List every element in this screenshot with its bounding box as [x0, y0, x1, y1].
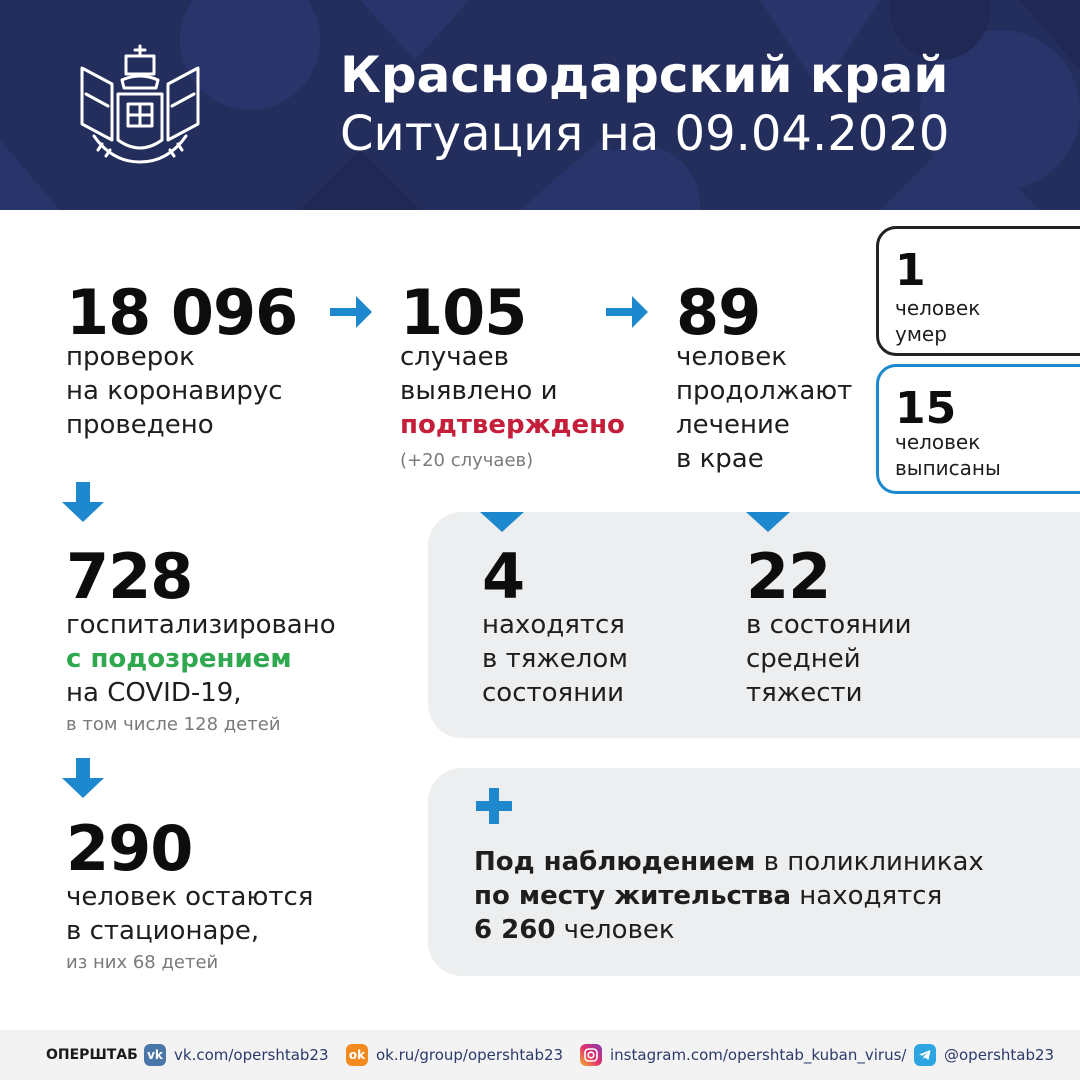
arrow-down-icon: [62, 482, 104, 522]
inpatient-label-1: человек остаются: [66, 882, 314, 912]
footer-label-wrap: [46, 1030, 138, 1080]
discharged-card: [876, 364, 1080, 494]
arrow-right-icon: [330, 294, 372, 330]
footer-link-text: @opershtab23: [944, 1046, 1055, 1064]
hospitalized-note: в том числе 128 детей: [66, 714, 281, 735]
observation-line-1: [474, 845, 984, 879]
died-label-1: человек: [895, 296, 981, 320]
severe-label-3: состоянии: [482, 678, 624, 708]
inpatient-note: из них 68 детей: [66, 952, 219, 973]
cases-note: (+20 случаев): [400, 450, 534, 471]
died-count: 1: [895, 245, 926, 296]
footer-link-text: vk.com/opershtab23: [174, 1046, 329, 1064]
footer-link-ok[interactable]: [346, 1030, 563, 1080]
footer: [0, 1030, 1080, 1080]
observation-text-2: находятся: [791, 881, 943, 911]
inpatient-count: 290: [66, 812, 193, 885]
died-card: [876, 226, 1080, 356]
footer-label: ОПЕРШТАБ: [46, 1047, 138, 1063]
severe-label-1: находятся: [482, 610, 625, 640]
tests-label-1: проверок: [66, 342, 195, 372]
observation-line-3: [474, 913, 675, 947]
footer-link-text: ok.ru/group/opershtab23: [376, 1046, 564, 1064]
treatment-count: 89: [676, 276, 761, 349]
arrow-right-icon: [606, 294, 648, 330]
observation-bold-2: по месту жительства: [474, 881, 792, 911]
severe-label-2: в тяжелом: [482, 644, 628, 674]
observation-line-2: [474, 879, 942, 913]
arrow-down-icon: [62, 758, 104, 798]
severe-count: 4: [482, 540, 525, 613]
cases-count: 105: [400, 276, 527, 349]
observation-count: 6 260: [474, 915, 556, 945]
cases-label-confirmed: подтверждено: [400, 410, 625, 440]
observation-text-1: в поликлиниках: [755, 847, 984, 877]
footer-link-instagram[interactable]: [580, 1030, 906, 1080]
hospitalized-label-1: госпитализировано: [66, 610, 336, 640]
discharged-label-1: человек: [895, 430, 981, 454]
footer-link-vk[interactable]: [144, 1030, 329, 1080]
cases-label-2: выявлено и: [400, 376, 558, 406]
moderate-count: 22: [746, 540, 831, 613]
moderate-label-2: средней: [746, 644, 861, 674]
tests-label-3: проведено: [66, 410, 214, 440]
header-banner: [0, 0, 1080, 210]
triangle-down-icon: [746, 512, 790, 532]
coat-of-arms-icon: [72, 44, 208, 166]
tests-count: 18 096: [66, 276, 298, 349]
moderate-label-3: тяжести: [746, 678, 863, 708]
treatment-label-2: продолжают: [676, 376, 853, 406]
discharged-label-2: выписаны: [895, 456, 1001, 480]
died-label-2: умер: [895, 322, 947, 346]
instagram-icon: [580, 1044, 602, 1066]
page-subtitle: Ситуация на 09.04.2020: [340, 106, 950, 162]
treatment-label-1: человек: [676, 342, 787, 372]
footer-link-telegram[interactable]: [914, 1030, 1054, 1080]
tests-label-2: на коронавирус: [66, 376, 283, 406]
inpatient-label-2: в стационаре,: [66, 916, 260, 946]
hospitalized-label-suspected: с подозрением: [66, 644, 292, 674]
treatment-label-4: в крае: [676, 444, 764, 474]
vk-icon: vk: [144, 1044, 166, 1066]
footer-link-text: instagram.com/opershtab_kuban_virus/: [610, 1046, 907, 1064]
discharged-count: 15: [895, 383, 957, 434]
ok-icon: ok: [346, 1044, 368, 1066]
observation-bold-1: Под наблюдением: [474, 847, 756, 877]
telegram-icon: [914, 1044, 936, 1066]
plus-icon: [476, 788, 512, 824]
moderate-label-1: в состоянии: [746, 610, 912, 640]
treatment-label-3: лечение: [676, 410, 790, 440]
hospitalized-label-3: на COVID-19,: [66, 678, 242, 708]
cases-label-1: случаев: [400, 342, 509, 372]
page-title: Краснодарский край: [340, 46, 949, 104]
observation-text-3: человек: [555, 915, 675, 945]
triangle-down-icon: [480, 512, 524, 532]
hospitalized-count: 728: [66, 540, 193, 613]
